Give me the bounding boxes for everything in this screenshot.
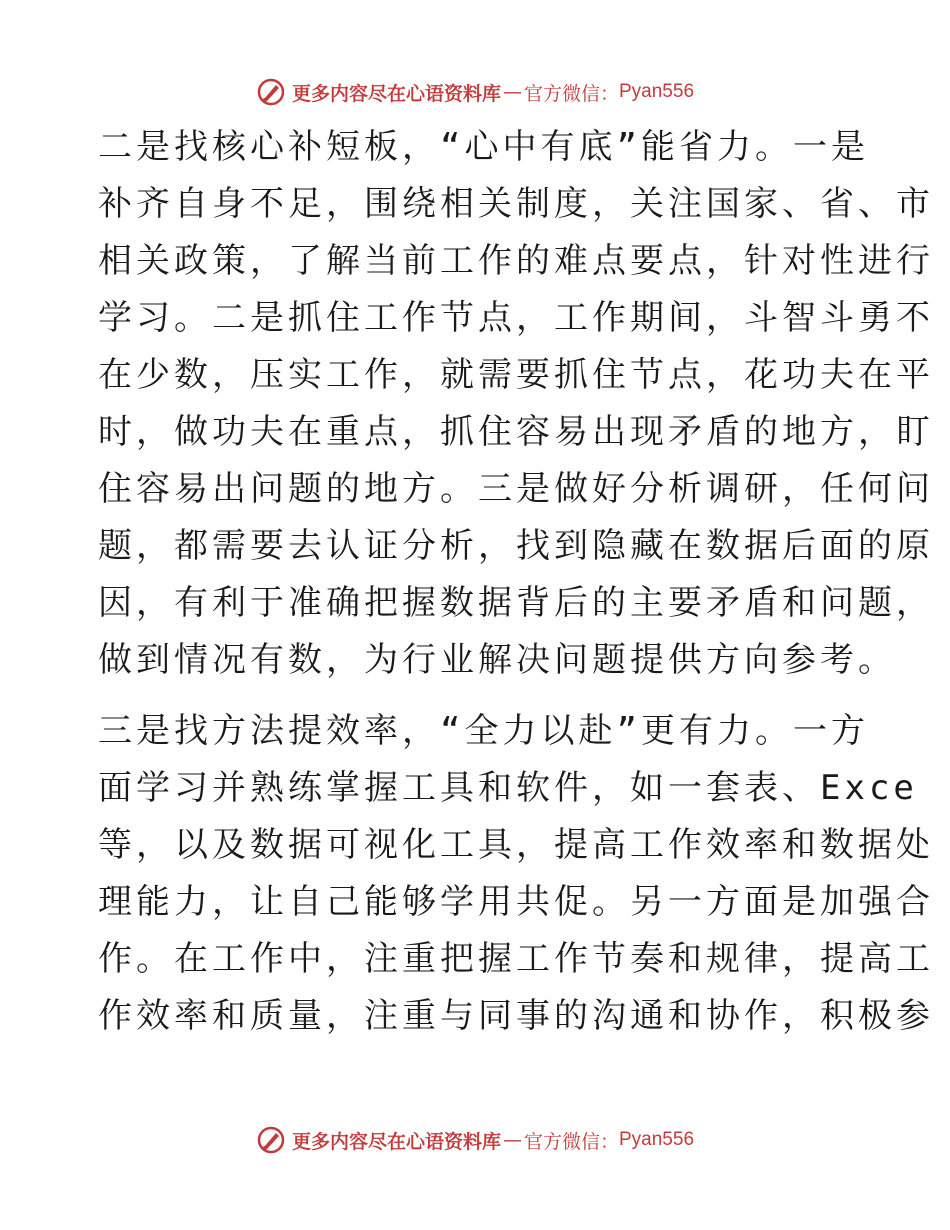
header-separator: — (502, 81, 522, 103)
paragraph-2 (98, 708, 934, 1050)
paragraph-gap (98, 694, 858, 708)
paragraph-line: 理能力，让自己能够学用共促。另一方面是加强合 (98, 882, 934, 922)
footer-contact-label: 官方微信： (523, 1130, 619, 1153)
header-contact-id: Pyan556 (619, 81, 695, 102)
paragraph-line: 时，做功夫在重点，抓住容易出现矛盾的地方，盯 (98, 412, 934, 452)
paragraph-line: 二是找核心补短板，“心中有底”能省力。一是 (98, 127, 869, 167)
header-contact-label: 官方微信： (523, 82, 619, 105)
paragraph-line: 因，有利于准确把握数据背后的主要矛盾和问题， (98, 583, 934, 623)
paragraph-line: 三是找方法提效率，“全力以赴”更有力。一方 (98, 711, 869, 751)
paragraph-line: 等，以及数据可视化工具，提高工作效率和数据处 (98, 825, 934, 865)
paragraph-line: 面学习并熟练掌握工具和软件，如一套表、Exce (98, 768, 918, 808)
document-body (98, 124, 934, 1050)
paragraph-line: 作。在工作中，注重把握工作节奏和规律，提高工 (98, 939, 934, 979)
paragraph-line: 住容易出问题的地方。三是做好分析调研，任何问 (98, 469, 934, 509)
paragraph-line: 题，都需要去认证分析，找到隐藏在数据后面的原 (98, 526, 934, 566)
pen-logo-icon (256, 77, 286, 107)
footer-banner-text: 更多内容尽在心语资料库 (291, 1130, 501, 1153)
paragraph-line: 作效率和质量，注重与同事的沟通和协作，积极参 (98, 996, 934, 1036)
paragraph-line: 补齐自身不足，围绕相关制度，关注国家、省、市 (98, 184, 934, 224)
paragraph-line: 相关政策，了解当前工作的难点要点，针对性进行 (98, 241, 934, 281)
footer-watermark (0, 1120, 950, 1160)
header-watermark (0, 72, 950, 112)
footer-contact-id: Pyan556 (619, 1129, 695, 1150)
paragraph-line: 在少数，压实工作，就需要抓住节点，花功夫在平 (98, 355, 934, 395)
paragraph-line: 做到情况有数，为行业解决问题提供方向参考。 (98, 640, 896, 680)
footer-separator: — (502, 1129, 522, 1151)
pen-logo-icon (256, 1125, 286, 1155)
header-banner-text: 更多内容尽在心语资料库 (291, 82, 501, 105)
paragraph-line: 学习。二是抓住工作节点，工作期间，斗智斗勇不 (98, 298, 934, 338)
paragraph-1 (98, 124, 934, 694)
